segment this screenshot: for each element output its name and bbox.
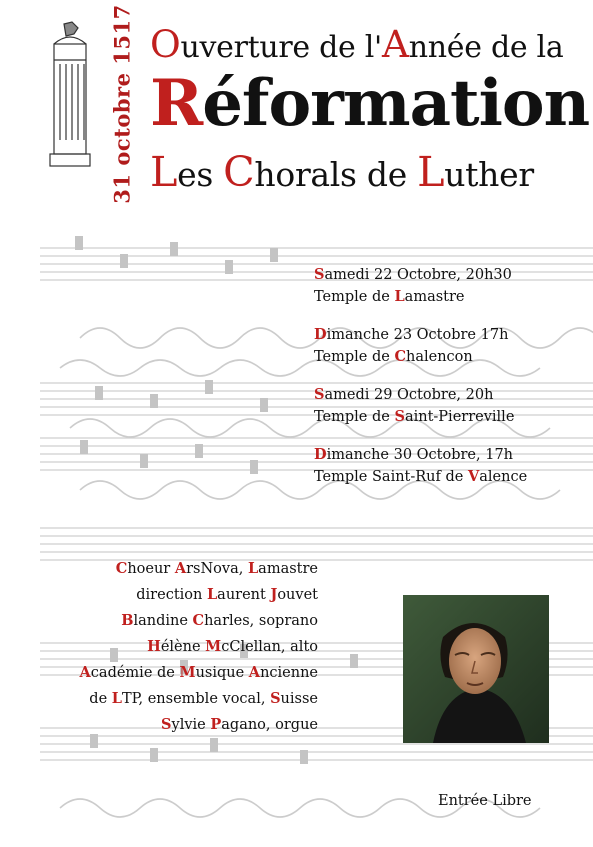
- initial: L: [417, 148, 445, 196]
- performer-line: Académie de Musique Ancienne: [79, 664, 318, 681]
- initial: C: [394, 348, 407, 365]
- initial: O: [150, 22, 181, 66]
- organ-pipes-icon: [44, 20, 96, 170]
- initial: D: [314, 446, 327, 463]
- performer-line: Blandine Charles, soprano: [121, 612, 318, 629]
- performer-line: Choeur ArsNova, Lamastre: [115, 560, 318, 577]
- date-text: imanche 30 Octobre, 17h: [326, 447, 514, 463]
- concert-item: [314, 444, 584, 488]
- initial: D: [314, 326, 327, 343]
- venue-text: Temple de: [314, 349, 395, 365]
- initial: R: [150, 66, 203, 141]
- concert-date: [314, 384, 584, 406]
- performer-line: Sylvie Pagano, orgue: [161, 716, 318, 733]
- date-text: amedi 22 Octobre, 20h30: [324, 267, 512, 283]
- initial: L: [394, 288, 405, 305]
- concert-date: [314, 324, 584, 346]
- venue-text: Temple de: [314, 289, 395, 305]
- performer-line: de LTP, ensemble vocal, Suisse: [89, 690, 318, 707]
- performer-line: direction Laurent Jouvet: [136, 586, 318, 603]
- initial: C: [223, 148, 255, 196]
- venue-text: amastre: [404, 289, 465, 305]
- venue-text: halencon: [406, 349, 473, 365]
- entree-libre: Entrée Libre: [438, 793, 532, 809]
- title-text: uverture de l': [180, 30, 382, 65]
- date-text: imanche 23 Octobre 17h: [326, 327, 509, 343]
- date-text: 31 octobre 1517: [109, 4, 135, 204]
- performer-line: Hélène McClellan, alto: [147, 638, 318, 655]
- title-text: es: [177, 155, 224, 194]
- initial: L: [150, 148, 178, 196]
- concert-item: [314, 324, 584, 368]
- luther-portrait-image: [403, 595, 549, 743]
- performers-list: [80, 556, 318, 738]
- title-line-2: [150, 66, 589, 141]
- venue-text: Temple Saint-Ruf de: [314, 469, 468, 485]
- concert-item: [314, 264, 584, 308]
- concert-item: [314, 384, 584, 428]
- vertical-date: [102, 4, 142, 204]
- initial: S: [314, 266, 325, 283]
- title-line-1: [150, 22, 563, 66]
- concert-venue: [314, 346, 584, 368]
- concert-venue: [314, 286, 584, 308]
- title-text: uther: [444, 155, 534, 194]
- venue-text: alence: [479, 469, 528, 485]
- date-text: amedi 29 Octobre, 20h: [324, 387, 494, 403]
- title-text: nnée de la: [408, 30, 564, 65]
- concert-venue: [314, 406, 584, 428]
- initial: S: [394, 408, 405, 425]
- venue-text: Temple de: [314, 409, 395, 425]
- initial: S: [314, 386, 325, 403]
- initial: A: [381, 22, 409, 66]
- venue-text: aint-Pierreville: [404, 409, 515, 425]
- initial: V: [467, 468, 480, 485]
- concert-date: [314, 444, 584, 466]
- title-line-3: [150, 148, 534, 196]
- title-text: éformation: [202, 66, 590, 141]
- concert-list: [314, 264, 584, 504]
- concert-date: [314, 264, 584, 286]
- title-text: horals de: [254, 155, 418, 194]
- concert-venue: [314, 466, 584, 488]
